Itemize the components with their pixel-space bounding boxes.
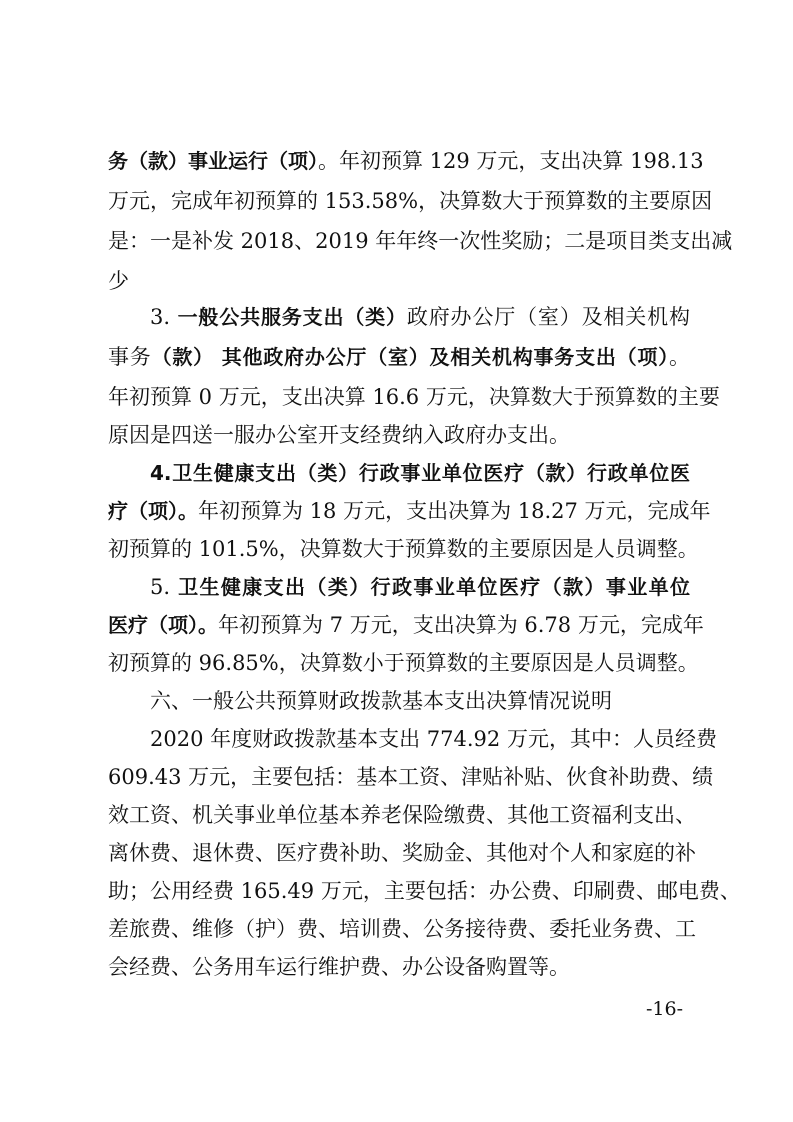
p5-line-1: 2020 年度财政拨款基本支出 774.92 万元，其中：人员经费	[150, 727, 717, 751]
p2-line-3: 年初预算 0 万元，支出决算 16.6 万元，决算数大于预算数的主要	[108, 385, 720, 409]
p5-line-3: 效工资、机关事业单位基本养老保险缴费、其他工资福利支出、	[108, 803, 696, 827]
p1-line-2: 万元，完成年初预算的 153.58%，决算数大于预算数的主要原因	[108, 189, 713, 213]
item-number: 5.	[150, 575, 179, 599]
bold-text: 卫生健康支出（类）行政事业单位医疗（款）事业单位	[178, 575, 691, 599]
item-number: 3.	[150, 305, 178, 329]
p2-line-1	[150, 302, 690, 332]
text: 事务	[108, 345, 152, 369]
bold-text: 疗（项）。	[108, 499, 198, 523]
text: 。年初预算 129 万元，支出决算 198.13	[318, 149, 704, 173]
bold-text: 一般公共服务支出（类）	[177, 305, 407, 329]
text: 年初预算为 18 万元，支出决算为 18.27 万元，完成年	[198, 499, 711, 523]
p5-line-5: 助；公用经费 165.49 万元，主要包括：办公费、印刷费、邮电费、	[108, 879, 741, 903]
bold-text: （款） 其他政府办公厅（室）及相关机构事务支出（项）	[151, 345, 669, 369]
p3-line-2	[108, 496, 711, 526]
page-number: -16-	[646, 998, 684, 1020]
p1-line-1	[108, 146, 704, 176]
p1-line-4: 少	[108, 269, 129, 293]
p4-line-1	[150, 572, 690, 602]
bold-text: 务（款）事业运行（项）	[108, 149, 318, 173]
p5-line-7: 会经费、公务用车运行维护费、办公设备购置等。	[108, 955, 570, 979]
p5-line-2: 609.43 万元，主要包括：基本工资、津贴补贴、伙食补助费、绩	[108, 765, 714, 789]
p5-line-4: 离休费、退休费、医疗费补助、奖励金、其他对个人和家庭的补	[108, 841, 696, 865]
section-heading: 六、一般公共预算财政拨款基本支出决算情况说明	[150, 689, 612, 713]
p5-line-6: 差旅费、维修（护）费、培训费、公务接待费、委托业务费、工	[108, 917, 696, 941]
p4-line-3: 初预算的 96.85%，决算数小于预算数的主要原因是人员调整。	[108, 651, 699, 675]
p2-line-4: 原因是四送一服办公室开支经费纳入政府办支出。	[108, 423, 570, 447]
p1-line-3: 是：一是补发 2018、2019 年年终一次性奖励；二是项目类支出减	[108, 229, 733, 253]
p3-line-1	[150, 458, 690, 488]
bold-text: 4.卫生健康支出（类）行政事业单位医疗（款）行政单位医	[150, 461, 690, 485]
text: 年初预算为 7 万元，支出决算为 6.78 万元，完成年	[218, 613, 704, 637]
p2-line-2	[108, 342, 690, 372]
p3-line-3: 初预算的 101.5%，决算数大于预算数的主要原因是人员调整。	[108, 537, 699, 561]
text: 政府办公厅（室）及相关机构	[406, 305, 690, 329]
p4-line-2	[108, 610, 704, 640]
bold-text: 医疗（项）。	[108, 613, 218, 637]
text: 。	[669, 345, 690, 369]
